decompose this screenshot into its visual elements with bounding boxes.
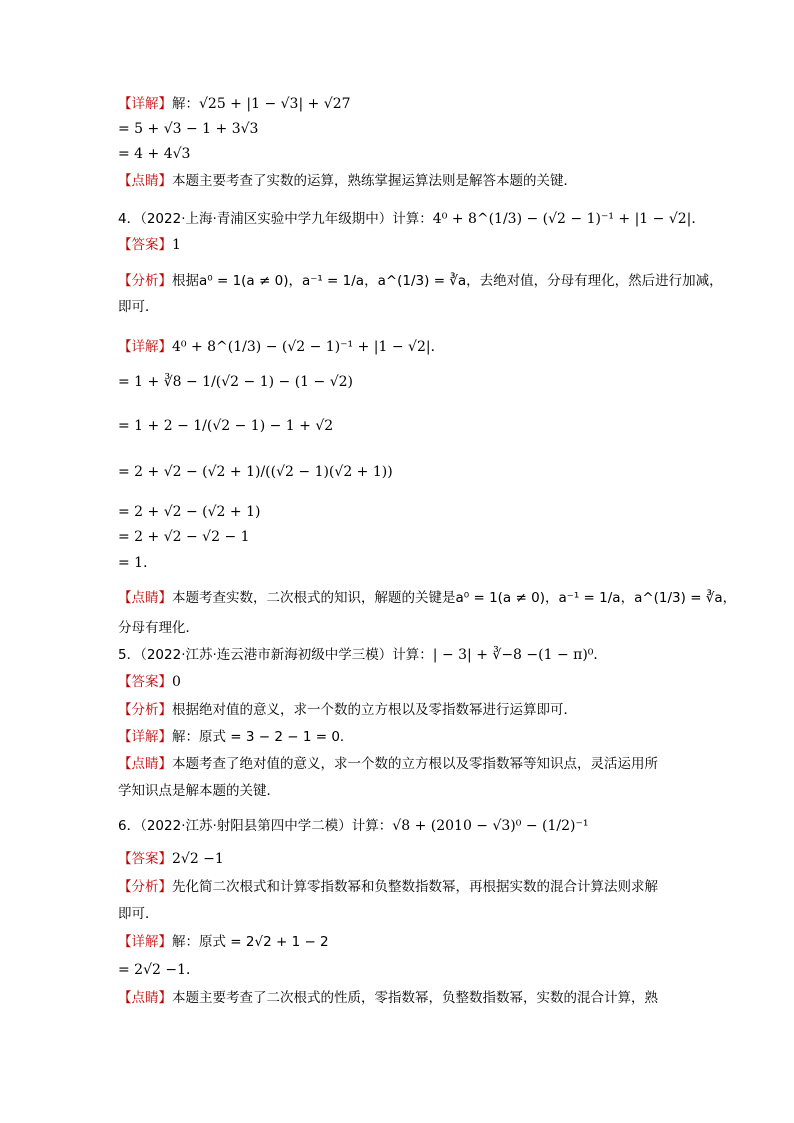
q6-analysis: 【分析】先化简二次根式和计算零指数幂和负整数指数幂，再根据实数的混合计算法则求解 (118, 879, 658, 895)
q5-comment: 【点睛】本题考查了绝对值的意义，求一个数的立方根以及零指数幂等知识点，灵活运用所 (118, 756, 658, 772)
q6-expr: √8 + (2010 − √3)⁰ − (1/2)⁻¹ (392, 818, 589, 834)
q3-comment: 【点睛】本题主要考查了实数的运算，熟练掌握运算法则是解答本题的关键． (118, 173, 577, 189)
q4-answer: 【答案】1 (118, 237, 181, 253)
q5-comment-cont: 学知识点是解本题的关键． (118, 783, 280, 799)
detail-prefix: 解： (172, 96, 199, 112)
q5-question: 5．（2022·江苏·连云港市新海初级中学三模）计算：| − 3| + ∛−8 −(1 − π)⁰． (118, 647, 608, 663)
q4-step1: = 1 + ∛8 − 1/(√2 − 1) − (1 − √2) (118, 374, 354, 390)
q4-analysis: 【分析】根据a⁰ = 1(a ≠ 0)，a⁻¹ = 1/a，a^(1/3) = ∛a，去绝对值，分母有理化，然后进行加减， (118, 273, 723, 289)
q3-step1: = 5 + √3 − 1 + 3√3 (118, 121, 259, 137)
q4-step4: = 2 + √2 − (√2 + 1) (118, 504, 261, 520)
q5-answer: 【答案】0 (118, 674, 181, 690)
detail-label: 【详解】 (118, 96, 172, 112)
q4-step5: = 2 + √2 − √2 − 1 (118, 529, 250, 545)
q6-answer: 【答案】2√2 −1 (118, 851, 224, 867)
q5-analysis: 【分析】根据绝对值的意义，求一个数的立方根以及零指数幂进行运算即可． (118, 702, 577, 718)
q4-step6: = 1． (118, 555, 158, 571)
q4-step2: = 1 + 2 − 1/(√2 − 1) − 1 + √2 (118, 418, 334, 434)
q3-detail-line (118, 94, 351, 114)
q5-expr: | − 3| + ∛−8 −(1 − π)⁰． (432, 647, 608, 663)
q4-detail-line: 【详解】4⁰ + 8^(1/3) − (√2 − 1)⁻¹ + |1 − √2|． (118, 339, 445, 355)
q4-question: 4．（2022·上海·青浦区实验中学九年级期中）计算：4⁰ + 8^(1/3) − (√2 − 1)⁻¹ + |1 − √2|． (118, 211, 706, 227)
q6-analysis-cont: 即可． (118, 906, 159, 922)
q6-question: 6．（2022·江苏·射阳县第四中学二模）计算：√8 + (2010 − √3)⁰ − (1/2)⁻¹ (118, 818, 589, 834)
q3-detail-eq: √25 + |1 − √3| + √27 (199, 96, 351, 112)
q6-step1: = 2√2 −1． (118, 962, 201, 978)
q4-analysis-cont: 即可． (118, 299, 159, 315)
q4-step3: = 2 + √2 − (√2 + 1)/((√2 − 1)(√2 + 1)) (118, 464, 393, 480)
q6-detail: 【详解】解：原式 = 2√2 + 1 − 2 (118, 934, 329, 950)
q6-comment: 【点睛】本题主要考查了二次根式的性质，零指数幂，负整数指数幂，实数的混合计算，熟 (118, 990, 658, 1006)
comment-label: 【点睛】 (118, 173, 172, 189)
q5-detail: 【详解】解：原式 = 3 − 2 − 1 = 0． (118, 729, 354, 745)
q4-expr: 4⁰ + 8^(1/3) − (√2 − 1)⁻¹ + |1 − √2|． (432, 211, 706, 227)
q3-step2: = 4 + 4√3 (118, 146, 191, 162)
q4-comment-cont: 分母有理化． (118, 620, 199, 636)
q4-comment: 【点睛】本题考查实数，二次根式的知识，解题的关键是a⁰ = 1(a ≠ 0)，a⁻¹ = 1/a，a^(1/3) = ∛a， (118, 590, 737, 606)
